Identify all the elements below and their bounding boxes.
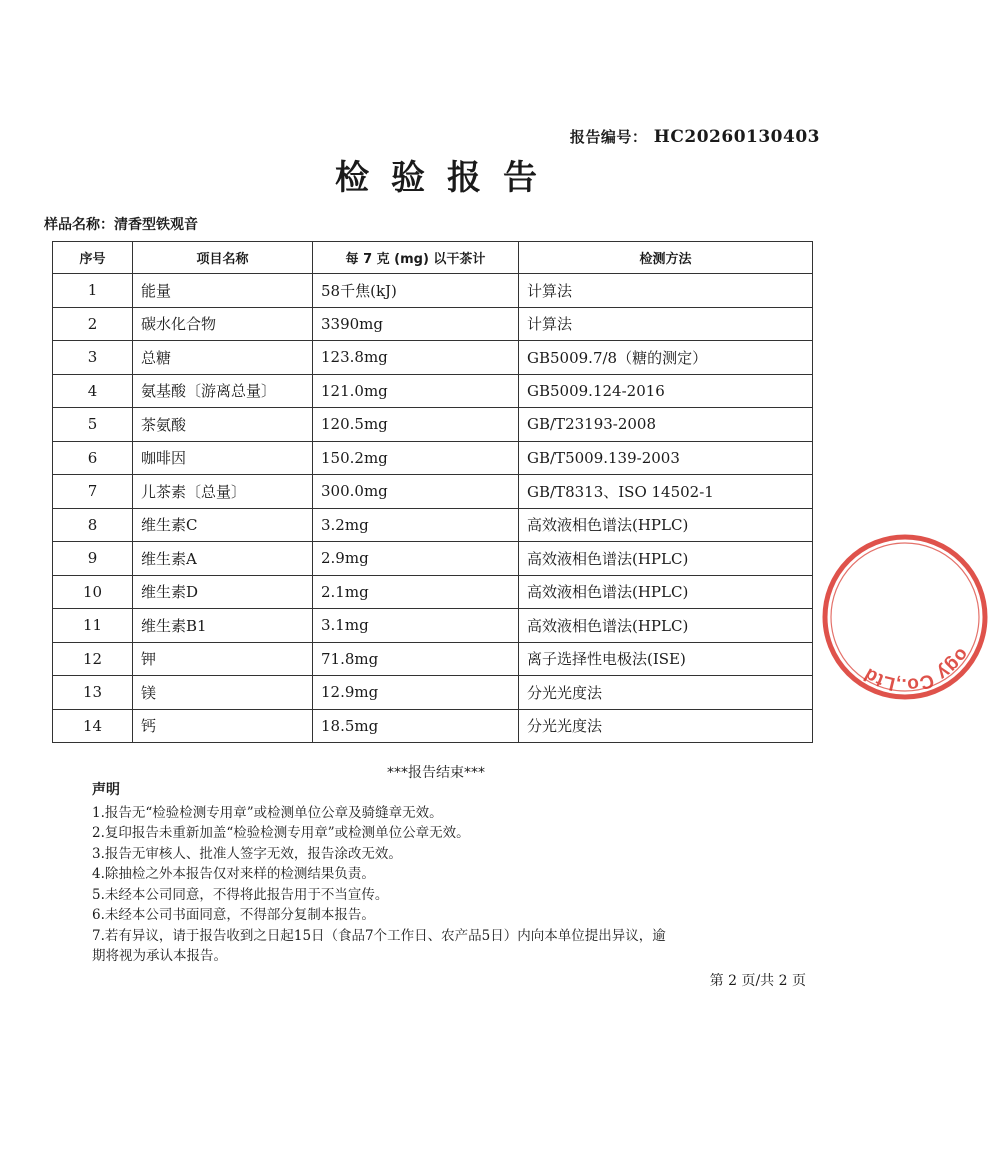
table-row — [53, 542, 813, 576]
cell-no: 10 — [53, 575, 133, 609]
cell-item: 氨基酸〔游离总量〕 — [133, 374, 313, 408]
cell-method: 分光光度法 — [519, 676, 813, 710]
cell-value: 121.0mg — [313, 374, 519, 408]
sample-name-label: 样品名称： — [44, 217, 114, 233]
cell-method: GB/T23193-2008 — [519, 408, 813, 442]
table-row — [53, 609, 813, 643]
statement-line: 5.未经本公司同意，不得将此报告用于不当宣传。 — [92, 886, 389, 903]
seal-text: ogy Co.,Ltd — [860, 644, 973, 696]
header-item: 项目名称 — [133, 242, 313, 274]
cell-method: 计算法 — [519, 274, 813, 308]
cell-value: 18.5mg — [313, 709, 519, 743]
cell-value: 300.0mg — [313, 475, 519, 509]
cell-item: 维生素C — [133, 508, 313, 542]
cell-item: 儿茶素〔总量〕 — [133, 475, 313, 509]
cell-value: 2.1mg — [313, 575, 519, 609]
cell-method: 分光光度法 — [519, 709, 813, 743]
table-row — [53, 307, 813, 341]
report-number — [570, 126, 820, 147]
cell-item: 总糖 — [133, 341, 313, 375]
cell-value: 71.8mg — [313, 642, 519, 676]
sample-name — [44, 214, 198, 234]
cell-no: 13 — [53, 676, 133, 710]
header-method: 检测方法 — [519, 242, 813, 274]
cell-method: 离子选择性电极法(ISE) — [519, 642, 813, 676]
statement-heading: 声明 — [92, 782, 120, 798]
cell-value: 3390mg — [313, 307, 519, 341]
cell-no: 1 — [53, 274, 133, 308]
cell-value: 2.9mg — [313, 542, 519, 576]
cell-value: 3.1mg — [313, 609, 519, 643]
table-row — [53, 642, 813, 676]
cell-item: 维生素A — [133, 542, 313, 576]
cell-method: GB/T5009.139-2003 — [519, 441, 813, 475]
cell-no: 9 — [53, 542, 133, 576]
table-row — [53, 709, 813, 743]
cell-value: 123.8mg — [313, 341, 519, 375]
table-row — [53, 441, 813, 475]
cell-no: 7 — [53, 475, 133, 509]
statement-line: 6.未经本公司书面同意，不得部分复制本报告。 — [92, 907, 375, 923]
cell-item: 镁 — [133, 676, 313, 710]
report-end-mark: ***报告结束*** — [387, 765, 485, 781]
cell-value: 3.2mg — [313, 508, 519, 542]
page-title: 检验报告 — [335, 158, 559, 198]
report-number-label: 报告编号： — [569, 128, 648, 146]
table-row — [53, 374, 813, 408]
cell-method: 高效液相色谱法(HPLC) — [519, 609, 813, 643]
cell-no: 5 — [53, 408, 133, 442]
svg-text:ogy Co.,Ltd — [861, 644, 973, 695]
page-number: 第 2 页/共 2 页 — [709, 973, 806, 989]
statement-line: 7.若有异议，请于报告收到之日起15日（食品7个工作日、农产品5日）内向本单位提出异议，逾 — [92, 927, 666, 944]
cell-value: 12.9mg — [313, 676, 519, 710]
table-row — [53, 408, 813, 442]
table-row — [53, 575, 813, 609]
cell-no: 11 — [53, 609, 133, 643]
cell-no: 8 — [53, 508, 133, 542]
cell-item: 钙 — [133, 709, 313, 743]
header-no: 序号 — [53, 242, 133, 274]
cell-item: 维生素B1 — [133, 609, 313, 643]
cell-value: 58千焦(kJ) — [313, 274, 519, 308]
cell-no: 12 — [53, 642, 133, 676]
statement-line: 1.报告无“检验检测专用章”或检测单位公章及骑缝章无效。 — [92, 804, 443, 821]
statement-line: 4.除抽检之外本报告仅对来样的检测结果负责。 — [92, 866, 375, 882]
table-row — [53, 475, 813, 509]
cell-method: 计算法 — [519, 307, 813, 341]
table-row — [53, 676, 813, 710]
cell-value: 120.5mg — [313, 408, 519, 442]
cell-item: 维生素D — [133, 575, 313, 609]
sample-name-value: 清香型铁观音 — [114, 217, 198, 233]
statement-section — [92, 780, 792, 967]
cell-no: 14 — [53, 709, 133, 743]
cell-method: 高效液相色谱法(HPLC) — [519, 575, 813, 609]
cell-no: 3 — [53, 341, 133, 375]
cell-item: 咖啡因 — [133, 441, 313, 475]
cell-method: 高效液相色谱法(HPLC) — [519, 508, 813, 542]
cell-item: 能量 — [133, 274, 313, 308]
header-value: 每 7 克 (mg) 以干茶计 — [313, 242, 519, 274]
cell-no: 4 — [53, 374, 133, 408]
cell-method: 高效液相色谱法(HPLC) — [519, 542, 813, 576]
results-table — [52, 241, 813, 743]
cell-no: 6 — [53, 441, 133, 475]
table-row — [53, 508, 813, 542]
cell-no: 2 — [53, 307, 133, 341]
table-row — [53, 274, 813, 308]
table-row — [53, 341, 813, 375]
cell-method: GB/T8313、ISO 14502-1 — [519, 475, 813, 509]
cell-value: 150.2mg — [313, 441, 519, 475]
statement-line: 3.报告无审核人、批准人签字无效，报告涂改无效。 — [92, 845, 402, 862]
cell-method: GB5009.124-2016 — [519, 374, 813, 408]
statement-line: 2.复印报告未重新加盖“检验检测专用章”或检测单位公章无效。 — [92, 825, 470, 841]
report-number-value: HC20260130403 — [653, 127, 820, 147]
cell-item: 碳水化合物 — [133, 307, 313, 341]
table-header-row — [53, 242, 813, 274]
cell-method: GB5009.7/8（糖的测定） — [519, 341, 813, 375]
company-seal-icon — [820, 532, 990, 702]
cell-item: 茶氨酸 — [133, 408, 313, 442]
statement-line: 期将视为承认本报告。 — [92, 948, 227, 964]
cell-item: 钾 — [133, 642, 313, 676]
